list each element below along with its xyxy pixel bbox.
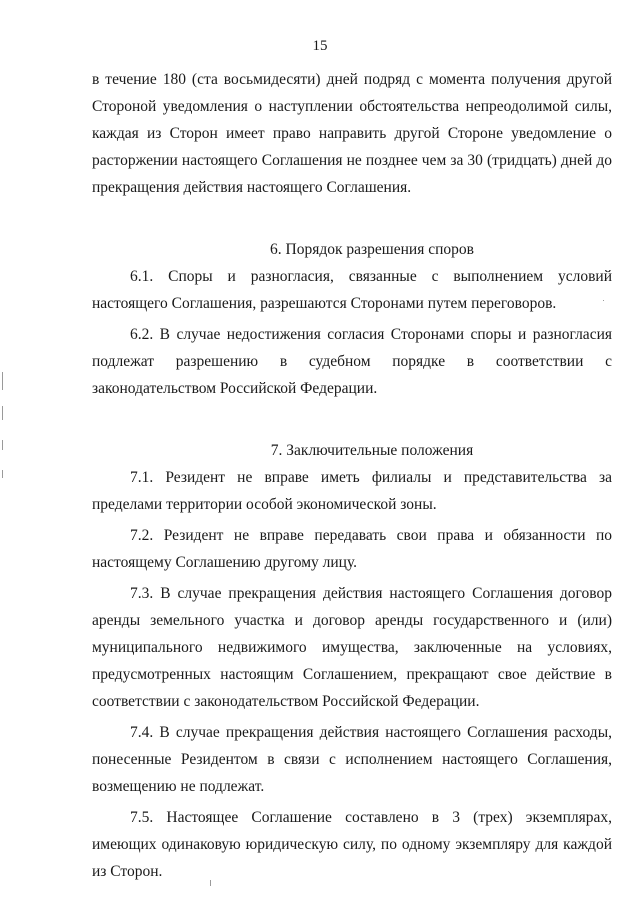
- paragraph-7-2: 7.2. Резидент не вправе передавать свои права и обязанности по настоящему Соглашению другому лицу.: [92, 527, 612, 571]
- scan-artifact-left-2: [2, 406, 3, 420]
- scan-artifact-left-1: [2, 372, 3, 390]
- section-6-title: 6. Порядок разрешения споров: [270, 241, 474, 258]
- scan-artifact-left-4: [2, 470, 3, 478]
- paragraph-7-5: 7.5. Настоящее Соглашение составлено в 3 (трех) экземплярах, имеющих одинаковую юридическую силу, по одному экземпляру для каждой из Сторон.: [92, 809, 612, 880]
- scan-artifact-bottom: [210, 880, 211, 886]
- paragraph-7-1: 7.1. Резидент не вправе иметь филиалы и представительства за пределами территории особой экономической зоны.: [92, 469, 612, 513]
- section-7-title: 7. Заключительные положения: [270, 442, 474, 459]
- document-body: [92, 66, 612, 885]
- paragraph-7-3: 7.3. В случае прекращения действия настоящего Соглашения договор аренды земельного участка и договор аренды государственного и (или) муниципального недвижимого имущества, заключенные на условиях, предусмотренных настоящим Соглашением, прекращают свое действие в соответствии с законодательством Российской Федерации.: [92, 585, 612, 710]
- paragraph-6-2: 6.2. В случае недостижения согласия Сторонами споры и разногласия подлежат разрешению в судебном порядке в соответствии с законодательством Российской Федерации.: [92, 326, 612, 397]
- scan-artifact-left-3: [2, 440, 3, 450]
- paragraph-7-4: 7.4. В случае прекращения действия настоящего Соглашения расходы, понесенные Резидентом в связи с исполнением настоящего Соглашения, возмещению не подлежат.: [92, 724, 612, 795]
- page-number: 15: [312, 38, 328, 54]
- paragraph-intro: в течение 180 (ста восьмидесяти) дней подряд с момента получения другой Стороной уведомления о наступлении обстоятельства непреодолимой силы, каждая из Сторон имеет право направить другой Стороне уведомление о расторжении настоящего Соглашения не позднее чем за 30 (тридцать) дней до прекращения действия настоящего Соглашения.: [92, 71, 612, 196]
- paragraph-6-1: 6.1. Споры и разногласия, связанные с выполнением условий настоящего Соглашения, разрешаются Сторонами путем переговоров.: [92, 268, 612, 312]
- scan-artifact-dot: [603, 300, 604, 301]
